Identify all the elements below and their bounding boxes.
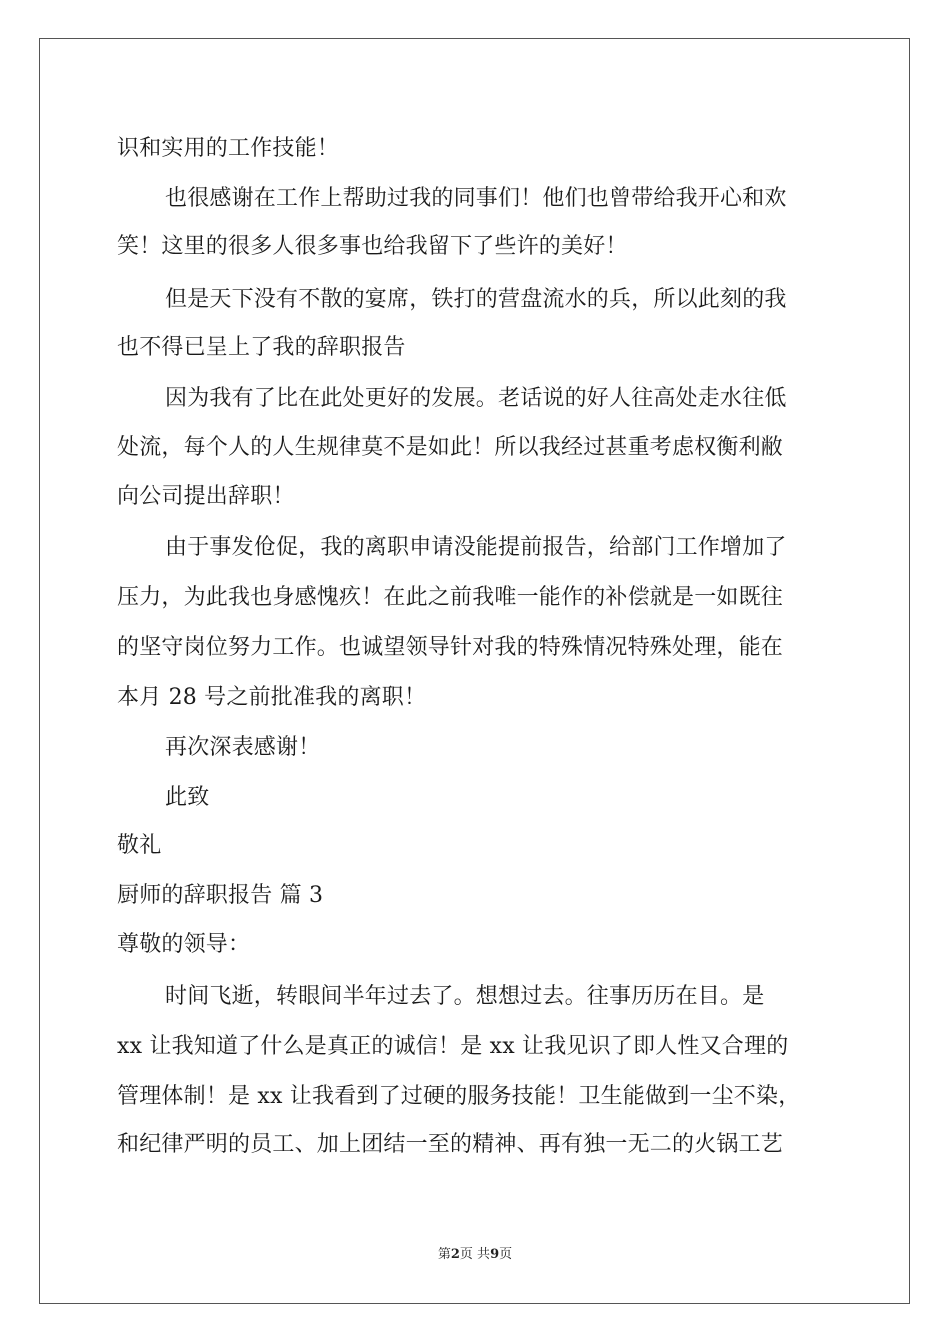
text-line: 因为我有了比在此处更好的发展。老话说的好人往高处走水往低 [165,386,787,411]
text-line: 由于事发伧促，我的离职申请没能提前报告，给部门工作增加了 [165,535,787,560]
page-mid: 页 共 [459,1247,491,1262]
text-line: 识和实用的工作技能！ [117,136,340,161]
salutation: 尊敬的领导： [117,932,251,957]
text-line: 笑！这里的很多人很多事也给我留下了些许的美好！ [117,234,628,259]
text-line: 处流，每个人的人生规律莫不是如此！所以我经过甚重考虑权衡利敝 [117,435,784,460]
text-line: 再次深表感谢！ [165,735,321,760]
text-line: 也不得已呈上了我的辞职报告 [117,335,406,360]
text-line: 也很感谢在工作上帮助过我的同事们！他们也曾带给我开心和欢 [165,186,787,211]
text-line: 的坚守岗位努力工作。也诚望领导针对我的特殊情况特殊处理，能在 [117,635,784,660]
text-line: 和纪律严明的员工、加上团结一至的精神、再有独一无二的火锅工艺 [117,1132,784,1157]
text-line: 时间飞逝，转眼间半年过去了。想想过去。往事历历在目。是 [165,984,765,1009]
text-line: 压力，为此我也身感愧疚！在此之前我唯一能作的补偿就是一如既往 [117,585,784,610]
text-line: 向公司提出辞职！ [117,484,295,509]
page-border [39,38,910,1304]
section-heading: 厨师的辞职报告 篇 3 [117,883,324,908]
text-line: 但是天下没有不散的宴席，铁打的营盘流水的兵，所以此刻的我 [165,287,787,312]
page-prefix: 第 [437,1247,451,1262]
text-line: 此致 [165,785,210,810]
text-line: 管理体制！是 xx 让我看到了过硬的服务技能！卫生能做到一尘不染， [117,1084,801,1109]
text-line: 本月 28 号之前批准我的离职！ [117,685,427,710]
page-footer [0,1246,950,1264]
current-page-number: 2 [450,1247,460,1262]
text-line: 敬礼 [117,833,162,858]
page-suffix: 页 [499,1247,513,1262]
text-line: xx 让我知道了什么是真正的诚信！是 xx 让我见识了即人性又合理的 [117,1034,789,1059]
total-page-number: 9 [490,1247,500,1262]
